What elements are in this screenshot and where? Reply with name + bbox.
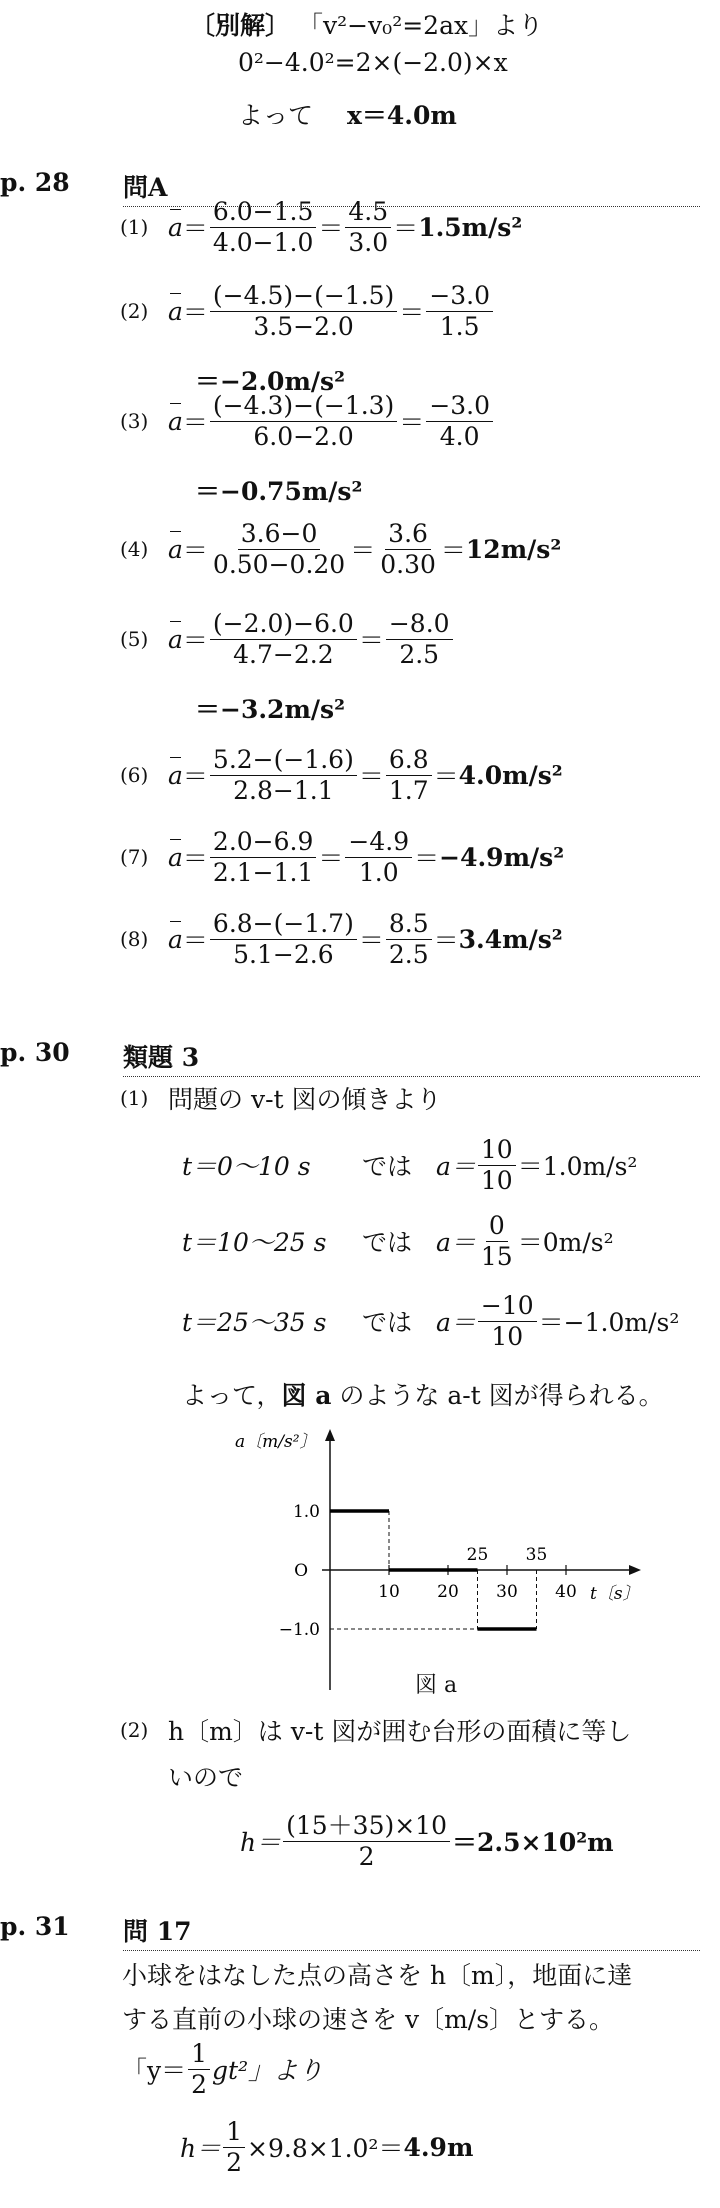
ruidai3-part1-intro bbox=[120, 1080, 442, 1116]
fraction-numerator: 8.5 bbox=[386, 910, 432, 940]
fraction-numerator: −3.0 bbox=[426, 282, 493, 312]
fraction-denominator: 3.5−2.0 bbox=[253, 311, 354, 341]
fraction-denominator: 0.30 bbox=[380, 549, 436, 579]
fraction-2 bbox=[386, 746, 432, 804]
item-number: (5) bbox=[120, 627, 149, 651]
item-number: (6) bbox=[120, 763, 149, 787]
mondai-a-item: (1) a ＝ $\frac{6.0-1.5}{4.0-1.0}$ ＝ $\frac{4.5}{3.0}$ ＝ 1.5m/s² bbox=[120, 197, 523, 257]
case-fraction bbox=[478, 1136, 516, 1194]
section-page-28: p. 28 bbox=[0, 168, 70, 197]
fraction-denominator: 0.50−0.20 bbox=[212, 549, 346, 579]
ruidai3-case bbox=[182, 1212, 614, 1270]
section-title-ruidai-3: 類題 3 bbox=[123, 1038, 700, 1077]
fraction-1 bbox=[210, 746, 357, 804]
ruidai3-part2-answer: ＝2.5×10²m bbox=[452, 1828, 614, 1857]
fraction-numerator: (−4.3)−(−1.3) bbox=[210, 392, 397, 422]
x-axis-label: t〔s〕 bbox=[590, 1584, 640, 1604]
fraction-2 bbox=[426, 282, 493, 340]
item-answer: −4.9m/s² bbox=[439, 842, 565, 872]
fraction-denominator: 1.0 bbox=[358, 857, 399, 887]
fraction-numerator: 6.8−(−1.7) bbox=[210, 910, 357, 940]
fraction-1 bbox=[210, 520, 348, 578]
fraction-denominator: 4.0 bbox=[439, 421, 480, 451]
fraction-2 bbox=[386, 910, 432, 968]
fraction-2 bbox=[345, 198, 391, 256]
fraction-denominator: 1.7 bbox=[388, 775, 429, 805]
x-top-tick-label: 35 bbox=[525, 1545, 548, 1565]
x-tick-label: 20 bbox=[437, 1582, 459, 1602]
case-fraction bbox=[478, 1212, 516, 1270]
item-answer: 12m/s² bbox=[465, 534, 562, 564]
item-answer: 1.5m/s² bbox=[418, 212, 523, 242]
item-answer: ＝−0.75m/s² bbox=[195, 477, 363, 506]
ruidai3-part2-fraction bbox=[283, 1812, 450, 1870]
fraction-numerator: 1 bbox=[223, 2118, 245, 2148]
ruidai3-part1-number: (1) bbox=[120, 1086, 149, 1110]
mondai-a-item: (7) a ＝ $\frac{2.0-6.9}{2.1-1.1}$ ＝ $\frac{-4.9}{1.0}$ ＝ −4.9m/s² bbox=[120, 827, 565, 887]
alt-solution-eq: 0²−4.0²=2×(−2.0)×x bbox=[238, 48, 508, 77]
fraction-denominator: 5.1−2.6 bbox=[233, 939, 334, 969]
alt-solution-result-prefix: よって bbox=[238, 101, 314, 130]
mondai-a-item: (6) a ＝ $\frac{5.2-(-1.6)}{2.8-1.1}$ ＝ $\frac{6.8}{1.7}$ ＝ 4.0m/s² bbox=[120, 745, 563, 805]
case-dewa: では bbox=[362, 1308, 413, 1337]
fraction-denominator: 2.1−1.1 bbox=[212, 857, 314, 887]
fraction-2 bbox=[426, 392, 493, 450]
a-bar-symbol: a bbox=[168, 624, 183, 654]
alt-solution-formula: 「v²−v₀²=2ax」より bbox=[297, 11, 544, 40]
x-axis-arrow bbox=[629, 1565, 641, 1575]
a-bar-symbol: a bbox=[168, 296, 183, 326]
case-lhs: a＝ bbox=[436, 1308, 476, 1337]
mondai-a-item: (4) a ＝ $\frac{3.6-0}{0.50-0.20}$ ＝ $\frac{3.6}{0.30}$ ＝ 12m/s² bbox=[120, 519, 562, 579]
mon17-calc bbox=[180, 2118, 473, 2176]
ruidai3-part2-number: (2) bbox=[120, 1718, 149, 1742]
mon17-calc-mid: ×9.8×1.0²＝ bbox=[247, 2134, 404, 2163]
a-bar-symbol: a bbox=[168, 406, 183, 436]
fraction-numerator: (15＋35)×10 bbox=[283, 1812, 450, 1842]
fraction-1 bbox=[210, 610, 357, 668]
fraction-denominator: 10 bbox=[491, 1321, 524, 1351]
fraction-2 bbox=[377, 520, 439, 578]
fraction-1 bbox=[210, 198, 316, 256]
fraction-numerator: 3.6−0 bbox=[238, 520, 321, 550]
fraction-1 bbox=[210, 828, 316, 886]
item-answer: 3.4m/s² bbox=[458, 924, 563, 954]
mon17-formula-pre: 「y＝ bbox=[122, 2056, 187, 2085]
fraction-denominator: 1.5 bbox=[439, 311, 480, 341]
fraction-numerator: 10 bbox=[478, 1136, 516, 1166]
ruidai3-conclusion-c: のような a-t 図が得られる。 bbox=[331, 1381, 664, 1410]
item-answer: ＝−2.0m/s² bbox=[195, 367, 346, 396]
mon17-calc-answer: 4.9m bbox=[403, 2132, 474, 2162]
a-bar-symbol: a bbox=[168, 212, 183, 242]
mondai-a-item: (2) a ＝ $\frac{(-4.5)-(-1.5)}{3.5-2.0}$ ＝ $\frac{-3.0}{1.5}$ bbox=[120, 282, 495, 340]
ruidai3-case bbox=[182, 1292, 679, 1350]
fraction-numerator: 5.2−(−1.6) bbox=[210, 746, 357, 776]
mon17-line2: する直前の小球の速さを v〔m/s〕とする。 bbox=[122, 2005, 615, 2034]
case-lhs: a＝ bbox=[436, 1152, 476, 1181]
fraction-denominator: 2.5 bbox=[388, 939, 429, 969]
mondai-a-item: (5) a ＝ $\frac{(-2.0)-6.0}{4.7-2.2}$ ＝ $\frac{-8.0}{2.5}$ bbox=[120, 610, 455, 668]
mon17-calc-fraction bbox=[223, 2118, 245, 2176]
fraction-numerator: 4.5 bbox=[345, 198, 391, 228]
case-rhs: ＝−1.0m/s² bbox=[538, 1308, 680, 1337]
fraction-numerator: (−2.0)−6.0 bbox=[210, 610, 357, 640]
alt-solution-result-line bbox=[238, 96, 457, 132]
y-tick-label: −1.0 bbox=[278, 1620, 320, 1640]
item-number: (3) bbox=[120, 409, 149, 433]
case-rhs: ＝1.0m/s² bbox=[517, 1152, 638, 1181]
item-answer: ＝−3.2m/s² bbox=[195, 695, 346, 724]
fraction-numerator: 0 bbox=[486, 1212, 508, 1242]
fraction-denominator: 10 bbox=[480, 1165, 513, 1195]
item-answer: 4.0m/s² bbox=[458, 760, 563, 790]
alt-solution-label: 〔別解〕 bbox=[190, 11, 291, 40]
fraction-denominator: 4.0−1.0 bbox=[212, 227, 314, 257]
alt-solution-line1 bbox=[190, 6, 543, 42]
item-number: (7) bbox=[120, 845, 149, 869]
fraction-denominator: 2 bbox=[191, 2069, 208, 2099]
ruidai3-part2-calc bbox=[240, 1812, 614, 1870]
mon17-formula bbox=[122, 2040, 323, 2098]
y-tick-label: 1.0 bbox=[292, 1502, 320, 1522]
case-range: t＝10〜25 s bbox=[182, 1228, 327, 1257]
at-graph bbox=[225, 1425, 645, 1705]
section-title-mon-17: 問 17 bbox=[123, 1912, 700, 1951]
ruidai3-conclusion bbox=[182, 1376, 664, 1412]
fraction-numerator: −10 bbox=[478, 1292, 537, 1322]
item-number: (8) bbox=[120, 927, 149, 951]
fraction-denominator: 2 bbox=[358, 1841, 375, 1871]
fraction-denominator: 15 bbox=[480, 1241, 513, 1271]
x-tick-label: 40 bbox=[555, 1582, 577, 1602]
fraction-numerator: 3.6 bbox=[385, 520, 431, 550]
case-range: t＝25〜35 s bbox=[182, 1308, 327, 1337]
fraction-numerator: −3.0 bbox=[426, 392, 493, 422]
ruidai3-conclusion-fig: 図 a bbox=[281, 1381, 332, 1410]
fraction-denominator: 4.7−2.2 bbox=[233, 639, 334, 669]
case-range: t＝0〜10 s bbox=[182, 1152, 311, 1181]
mon17-line1: 小球をはなした点の高さを h〔m〕，地面に達 bbox=[122, 1961, 633, 1990]
a-bar-symbol: a bbox=[168, 842, 183, 872]
ruidai3-part2-lhs: h＝ bbox=[240, 1828, 282, 1857]
fraction-numerator: 2.0−6.9 bbox=[210, 828, 316, 858]
case-rhs: ＝0m/s² bbox=[517, 1228, 614, 1257]
y-axis-arrow bbox=[325, 1429, 335, 1441]
ruidai3-case bbox=[182, 1136, 637, 1194]
section-page-30: p. 30 bbox=[0, 1038, 70, 1067]
ruidai3-part1-text: 問題の v-t 図の傾きより bbox=[168, 1085, 442, 1114]
fraction-1 bbox=[210, 282, 397, 340]
fraction-denominator: 2.8−1.1 bbox=[233, 775, 334, 805]
case-dewa: では bbox=[362, 1152, 413, 1181]
mon17-calc-lhs: h＝ bbox=[180, 2134, 222, 2163]
section-title-mondai-a: 問A bbox=[123, 168, 700, 207]
fraction-1 bbox=[210, 910, 357, 968]
fraction-numerator: −4.9 bbox=[345, 828, 412, 858]
ruidai3-part2-line1 bbox=[120, 1712, 631, 1748]
fraction-denominator: 2 bbox=[226, 2147, 243, 2177]
y-axis-label: a〔m/s²〕 bbox=[235, 1432, 317, 1452]
section-page-31: p. 31 bbox=[0, 1912, 70, 1941]
case-dewa: では bbox=[362, 1228, 413, 1257]
case-fraction bbox=[478, 1292, 537, 1350]
x-tick-label: 10 bbox=[378, 1582, 400, 1602]
case-lhs: a＝ bbox=[436, 1228, 476, 1257]
fraction-denominator: 3.0 bbox=[348, 227, 389, 257]
item-number: (2) bbox=[120, 299, 149, 323]
fraction-2 bbox=[345, 828, 412, 886]
ruidai3-part2-text1: h〔m〕は v-t 図が囲む台形の面積に等し bbox=[168, 1717, 632, 1746]
fraction-denominator: 6.0−2.0 bbox=[253, 421, 354, 451]
x-tick-label: 30 bbox=[496, 1582, 518, 1602]
figure-caption: 図 a bbox=[415, 1673, 458, 1698]
mon17-formula-post: gt²」より bbox=[212, 2056, 324, 2085]
ruidai3-conclusion-a: よって， bbox=[182, 1381, 282, 1410]
a-bar-symbol: a bbox=[168, 760, 183, 790]
fraction-1 bbox=[210, 392, 397, 450]
mon17-formula-fraction bbox=[188, 2040, 210, 2098]
x-top-tick-label: 25 bbox=[466, 1545, 489, 1565]
fraction-numerator: 6.0−1.5 bbox=[210, 198, 316, 228]
item-number: (4) bbox=[120, 537, 149, 561]
mondai-a-item: (3) a ＝ $\frac{(-4.3)-(-1.3)}{6.0-2.0}$ ＝ $\frac{-3.0}{4.0}$ bbox=[120, 392, 495, 450]
mondai-a-item: (8) a ＝ $\frac{6.8-(-1.7)}{5.1-2.6}$ ＝ $\frac{8.5}{2.5}$ ＝ 3.4m/s² bbox=[120, 909, 563, 969]
origin-label: O bbox=[294, 1561, 308, 1581]
fraction-denominator: 2.5 bbox=[399, 639, 440, 669]
ruidai3-part2-text2: いので bbox=[168, 1763, 244, 1792]
fraction-2 bbox=[386, 610, 453, 668]
fraction-numerator: 6.8 bbox=[386, 746, 432, 776]
a-bar-symbol: a bbox=[168, 534, 183, 564]
fraction-numerator: 1 bbox=[188, 2040, 210, 2070]
fraction-numerator: (−4.5)−(−1.5) bbox=[210, 282, 397, 312]
a-bar-symbol: a bbox=[168, 924, 183, 954]
fraction-numerator: −8.0 bbox=[386, 610, 453, 640]
item-number: (1) bbox=[120, 215, 149, 239]
alt-solution-result: x＝4.0m bbox=[346, 101, 457, 130]
